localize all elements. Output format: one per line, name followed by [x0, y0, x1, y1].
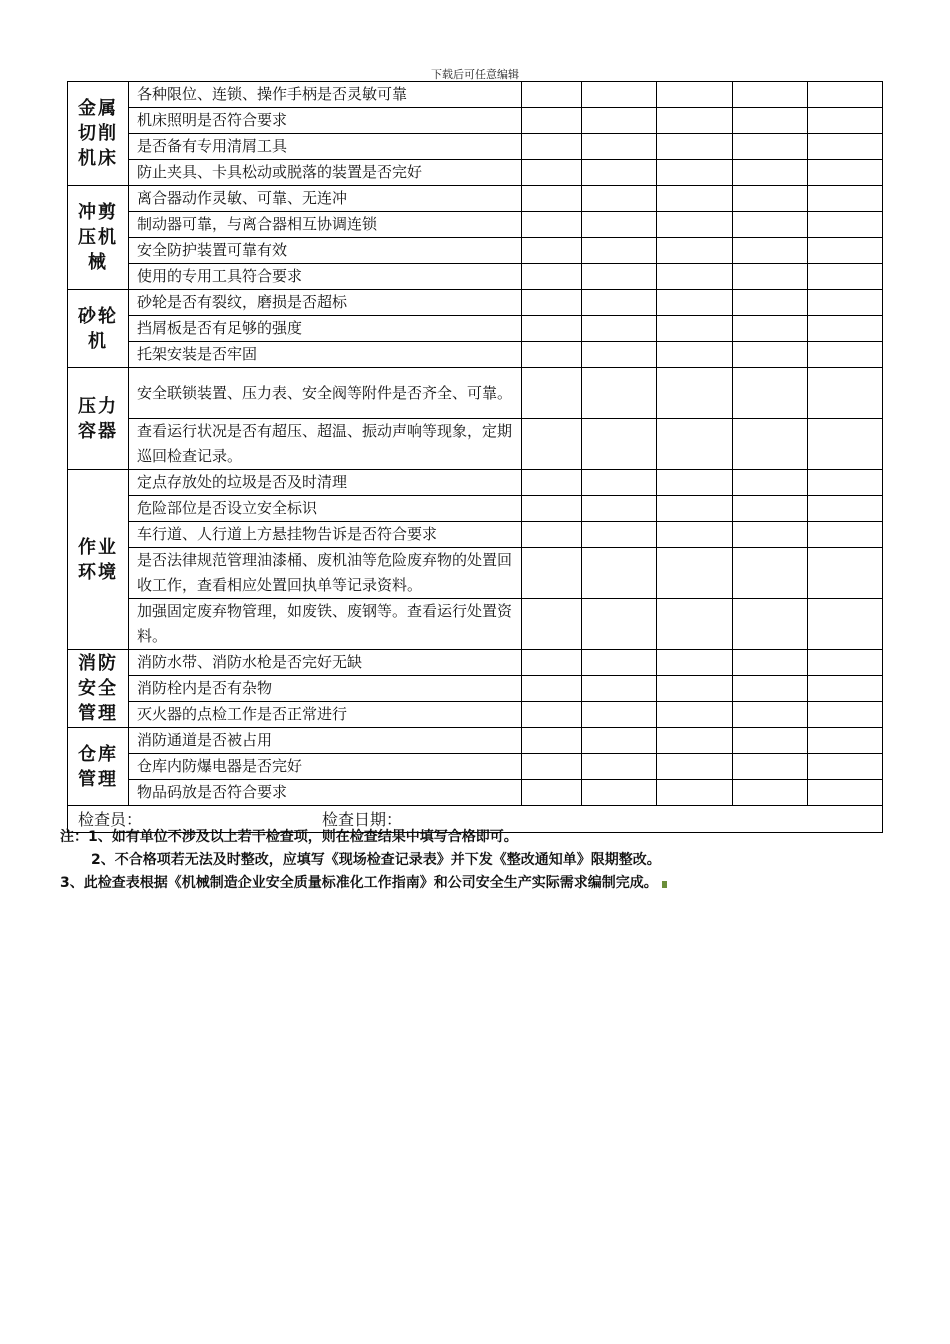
note-line-2: 2、不合格项若无法及时整改，应填写《现场检查记录表》并下发《整改通知单》限期整改。 [91, 852, 661, 868]
result-cell[interactable] [657, 108, 733, 134]
result-cell[interactable] [582, 702, 657, 728]
result-cell[interactable] [522, 548, 582, 599]
result-cell[interactable] [733, 419, 808, 470]
result-cell[interactable] [657, 316, 733, 342]
result-cell[interactable] [522, 290, 582, 316]
result-cell[interactable] [522, 316, 582, 342]
category-cell: 消防安全管理 [68, 650, 129, 728]
result-cell[interactable] [582, 548, 657, 599]
result-cell[interactable] [733, 186, 808, 212]
result-cell[interactable] [522, 368, 582, 419]
result-cell[interactable] [657, 264, 733, 290]
result-cell[interactable] [522, 134, 582, 160]
result-cell[interactable] [657, 290, 733, 316]
table-row [68, 522, 883, 548]
header-note: 下载后可任意编辑 [431, 68, 519, 81]
result-cell[interactable] [808, 470, 883, 496]
green-mark-icon [662, 881, 667, 888]
category-cell: 作业环境 [68, 470, 129, 650]
table-row [68, 342, 883, 368]
result-cell[interactable] [582, 342, 657, 368]
result-cell[interactable] [657, 548, 733, 599]
note-line-3-text: 3、此检查表根据《机械制造企业安全质量标准化工作指南》和公司安全生产实际需求编制完成。 [60, 875, 658, 891]
result-cell[interactable] [808, 238, 883, 264]
result-cell[interactable] [657, 160, 733, 186]
result-cell[interactable] [582, 264, 657, 290]
result-cell[interactable] [657, 134, 733, 160]
check-item: 使用的专用工具符合要求 [129, 264, 522, 290]
result-cell[interactable] [733, 134, 808, 160]
result-cell[interactable] [733, 316, 808, 342]
result-cell[interactable] [808, 290, 883, 316]
table-row [68, 599, 883, 650]
result-cell[interactable] [733, 702, 808, 728]
result-cell[interactable] [582, 676, 657, 702]
check-item: 加强固定废弃物管理，如废铁、废钢等。查看运行处置资料。 [129, 599, 522, 650]
result-cell[interactable] [733, 212, 808, 238]
note-line-3 [60, 872, 920, 895]
result-cell[interactable] [657, 702, 733, 728]
category-cell: 砂轮机 [68, 290, 129, 368]
check-item: 砂轮是否有裂纹，磨损是否超标 [129, 290, 522, 316]
table-row [68, 728, 883, 754]
result-cell[interactable] [808, 496, 883, 522]
result-cell[interactable] [582, 160, 657, 186]
result-cell[interactable] [657, 599, 733, 650]
result-cell[interactable] [657, 522, 733, 548]
result-cell[interactable] [808, 522, 883, 548]
result-cell[interactable] [582, 316, 657, 342]
table-row [68, 186, 883, 212]
result-cell[interactable] [733, 650, 808, 676]
check-item: 消防通道是否被占用 [129, 728, 522, 754]
table-row [68, 419, 883, 470]
result-cell[interactable] [733, 160, 808, 186]
result-cell[interactable] [657, 212, 733, 238]
result-cell[interactable] [733, 548, 808, 599]
result-cell[interactable] [808, 108, 883, 134]
result-cell[interactable] [808, 134, 883, 160]
result-cell[interactable] [582, 212, 657, 238]
result-cell[interactable] [657, 419, 733, 470]
check-item: 仓库内防爆电器是否完好 [129, 754, 522, 780]
check-item: 是否法律规范管理油漆桶、废机油等危险废弃物的处置回收工作，查看相应处置回执单等记录资料。 [129, 548, 522, 599]
check-item: 制动器可靠，与离合器相互协调连锁 [129, 212, 522, 238]
result-cell[interactable] [733, 522, 808, 548]
result-cell[interactable] [808, 160, 883, 186]
check-item: 各种限位、连锁、操作手柄是否灵敏可靠 [129, 82, 522, 108]
result-cell[interactable] [582, 186, 657, 212]
table-row [68, 82, 883, 108]
result-cell[interactable] [808, 342, 883, 368]
result-cell[interactable] [808, 316, 883, 342]
date-label: 检查日期： [322, 809, 403, 829]
check-item: 灭火器的点检工作是否正常进行 [129, 702, 522, 728]
result-cell[interactable] [582, 522, 657, 548]
result-cell[interactable] [733, 496, 808, 522]
table-row [68, 238, 883, 264]
result-cell[interactable] [808, 264, 883, 290]
result-cell[interactable] [657, 470, 733, 496]
table-row [68, 108, 883, 134]
result-cell[interactable] [808, 650, 883, 676]
result-cell[interactable] [582, 470, 657, 496]
result-cell[interactable] [582, 728, 657, 754]
result-cell[interactable] [582, 754, 657, 780]
result-cell[interactable] [733, 676, 808, 702]
table-row [68, 754, 883, 780]
result-cell[interactable] [522, 342, 582, 368]
result-cell[interactable] [733, 82, 808, 108]
result-cell[interactable] [582, 108, 657, 134]
result-cell[interactable] [808, 186, 883, 212]
table-row [68, 470, 883, 496]
result-cell[interactable] [808, 419, 883, 470]
check-item: 消防栓内是否有杂物 [129, 676, 522, 702]
inspection-table [67, 81, 883, 833]
check-item: 查看运行状况是否有超压、超温、振动声响等现象，定期巡回检查记录。 [129, 419, 522, 470]
result-cell[interactable] [733, 754, 808, 780]
table-row [68, 212, 883, 238]
result-cell[interactable] [522, 186, 582, 212]
result-cell[interactable] [522, 728, 582, 754]
result-cell[interactable] [522, 238, 582, 264]
check-item: 挡屑板是否有足够的强度 [129, 316, 522, 342]
result-cell[interactable] [582, 419, 657, 470]
check-item: 消防水带、消防水枪是否完好无缺 [129, 650, 522, 676]
table-row [68, 496, 883, 522]
result-cell[interactable] [733, 238, 808, 264]
inspector-label: 检查员： [78, 809, 143, 829]
table-row [68, 780, 883, 806]
result-cell[interactable] [808, 676, 883, 702]
table-row [68, 676, 883, 702]
result-cell[interactable] [657, 676, 733, 702]
result-cell[interactable] [522, 264, 582, 290]
result-cell[interactable] [733, 290, 808, 316]
result-cell[interactable] [582, 368, 657, 419]
result-cell[interactable] [733, 470, 808, 496]
table-row [68, 134, 883, 160]
result-cell[interactable] [657, 186, 733, 212]
result-cell[interactable] [522, 470, 582, 496]
check-item: 危险部位是否设立安全标识 [129, 496, 522, 522]
result-cell[interactable] [522, 599, 582, 650]
category-cell: 冲剪压机械 [68, 186, 129, 290]
result-cell[interactable] [657, 754, 733, 780]
result-cell[interactable] [582, 496, 657, 522]
result-cell[interactable] [657, 496, 733, 522]
check-item: 机床照明是否符合要求 [129, 108, 522, 134]
table-row [68, 264, 883, 290]
notes [60, 826, 920, 895]
result-cell[interactable] [522, 676, 582, 702]
result-cell[interactable] [733, 368, 808, 419]
category-cell: 金属切削机床 [68, 82, 129, 186]
result-cell[interactable] [522, 419, 582, 470]
result-cell[interactable] [582, 599, 657, 650]
result-cell[interactable] [733, 728, 808, 754]
check-item: 物品码放是否符合要求 [129, 780, 522, 806]
table-row [68, 368, 883, 419]
check-item: 定点存放处的垃圾是否及时清理 [129, 470, 522, 496]
result-cell[interactable] [808, 548, 883, 599]
result-cell[interactable] [522, 522, 582, 548]
category-cell: 仓库管理 [68, 728, 129, 806]
result-cell[interactable] [522, 108, 582, 134]
result-cell[interactable] [808, 780, 883, 806]
result-cell[interactable] [522, 780, 582, 806]
result-cell[interactable] [808, 82, 883, 108]
result-cell[interactable] [808, 728, 883, 754]
result-cell[interactable] [582, 238, 657, 264]
result-cell[interactable] [657, 342, 733, 368]
result-cell[interactable] [522, 496, 582, 522]
check-item: 离合器动作灵敏、可靠、无连冲 [129, 186, 522, 212]
result-cell[interactable] [657, 728, 733, 754]
result-cell[interactable] [522, 212, 582, 238]
table-row [68, 160, 883, 186]
result-cell[interactable] [657, 368, 733, 419]
result-cell[interactable] [808, 368, 883, 419]
result-cell[interactable] [808, 754, 883, 780]
result-cell[interactable] [657, 238, 733, 264]
table-row [68, 290, 883, 316]
result-cell[interactable] [733, 342, 808, 368]
result-cell[interactable] [522, 160, 582, 186]
result-cell[interactable] [522, 82, 582, 108]
table-row [68, 702, 883, 728]
result-cell[interactable] [733, 264, 808, 290]
result-cell[interactable] [808, 599, 883, 650]
result-cell[interactable] [657, 780, 733, 806]
result-cell[interactable] [582, 134, 657, 160]
check-item: 托架安装是否牢固 [129, 342, 522, 368]
result-cell[interactable] [733, 780, 808, 806]
result-cell[interactable] [582, 650, 657, 676]
result-cell[interactable] [808, 212, 883, 238]
check-item: 防止夹具、卡具松动或脱落的装置是否完好 [129, 160, 522, 186]
result-cell[interactable] [522, 754, 582, 780]
table-row [68, 548, 883, 599]
result-cell[interactable] [733, 108, 808, 134]
check-item: 安全联锁装置、压力表、安全阀等附件是否齐全、可靠。 [129, 368, 522, 419]
result-cell[interactable] [582, 290, 657, 316]
result-cell[interactable] [657, 82, 733, 108]
result-cell[interactable] [657, 650, 733, 676]
result-cell[interactable] [733, 599, 808, 650]
category-cell: 压力容器 [68, 368, 129, 470]
check-item: 是否备有专用清屑工具 [129, 134, 522, 160]
result-cell[interactable] [582, 82, 657, 108]
result-cell[interactable] [808, 702, 883, 728]
check-item: 车行道、人行道上方悬挂物告诉是否符合要求 [129, 522, 522, 548]
table-row [68, 316, 883, 342]
table-row [68, 650, 883, 676]
note-line-1: 注：1、如有单位不涉及以上若干检查项，则在检查结果中填写合格即可。 [60, 829, 518, 845]
result-cell[interactable] [582, 780, 657, 806]
result-cell[interactable] [522, 650, 582, 676]
check-item: 安全防护装置可靠有效 [129, 238, 522, 264]
result-cell[interactable] [522, 702, 582, 728]
